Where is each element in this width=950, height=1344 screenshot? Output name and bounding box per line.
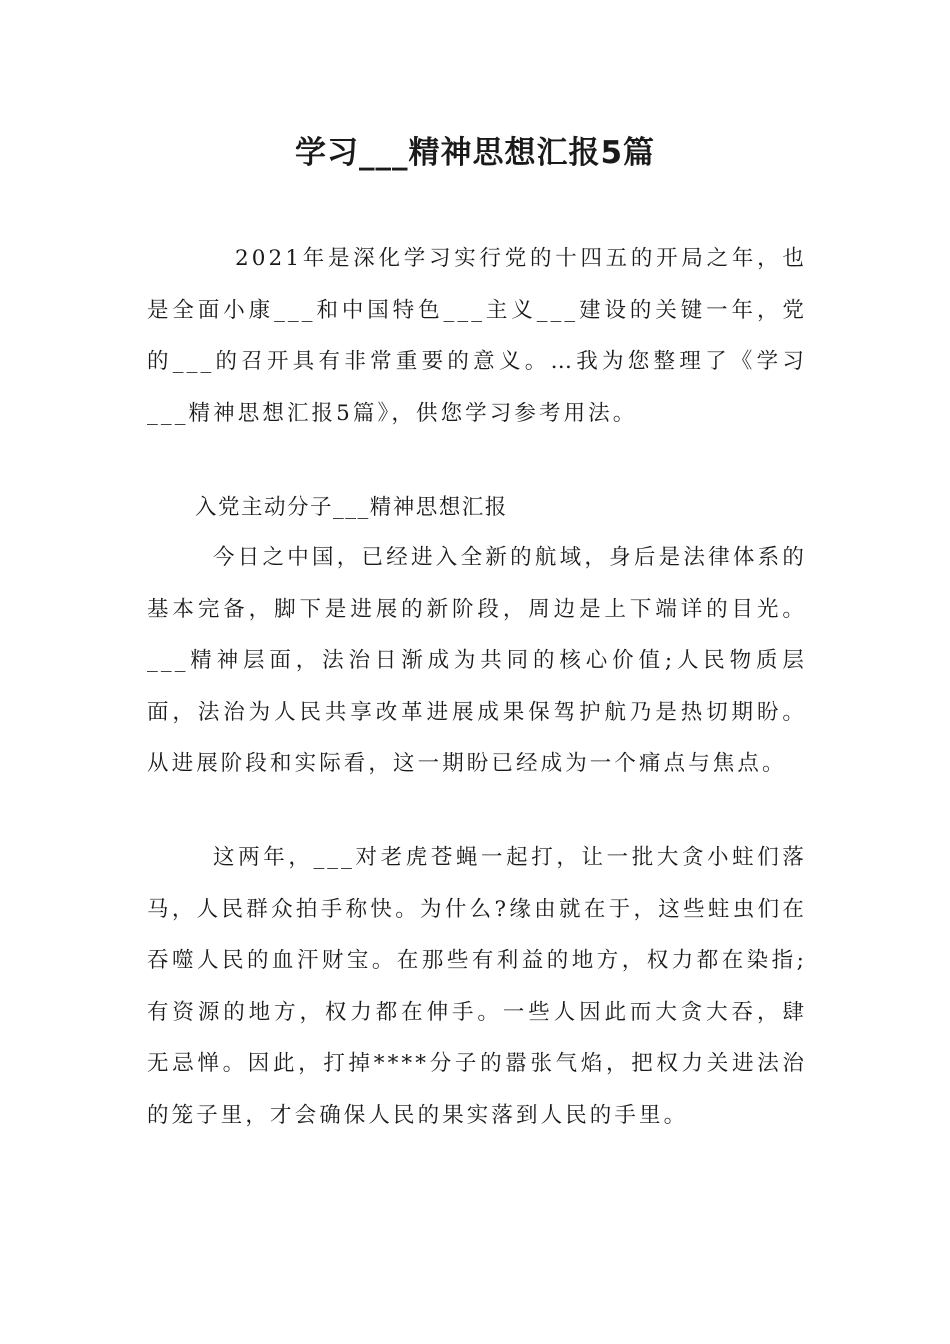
intro-paragraph: 2021年是深化学习实行党的十四五的开局之年，也是全面小康___和中国特色___主义___建设的关键一年，党的___的召开具有非常重要的意义。…我为您整理了《学习___精神思想汇报5篇》，供您学习参考用法。	[147, 246, 807, 426]
section-heading: 入党主动分子___精神思想汇报	[195, 495, 508, 520]
document-title: 学习___精神思想汇报5篇	[294, 135, 656, 171]
body-paragraph-1: 今日之中国，已经进入全新的航域，身后是法律体系的基本完备，脚下是进展的新阶段，周边是上下端详的目光。___精神层面，法治日渐成为共同的核心价值;人民物质层面，法治为人民共享改革进展成果保驾护航乃是热切期盼。从进展阶段和实际看，这一期盼已经成为一个痛点与焦点。	[147, 545, 807, 776]
body-paragraph-2: 这两年，___对老虎苍蝇一起打，让一批大贪小蛀们落马，人民群众拍手称快。为什么?缘由就在于，这些蛀虫们在吞噬人民的血汗财宝。在那些有利益的地方，权力都在染指;有资源的地方，权力都在伸手。一些人因此而大贪大吞，肆无忌惮。因此，打掉****分子的嚣张气焰，把权力关进法治的笼子里，才会确保人民的果实落到人民的手里。	[147, 845, 807, 1128]
